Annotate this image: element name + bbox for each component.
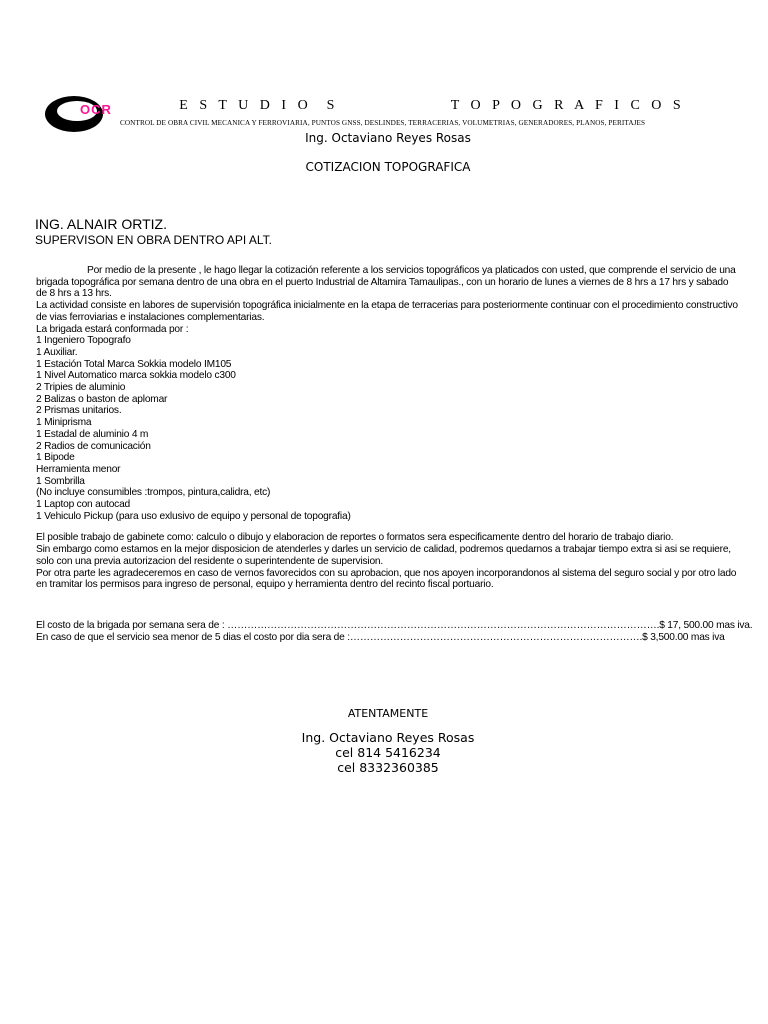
list-item: Herramienta menor: [36, 463, 121, 475]
list-item: 1 Miniprisma: [36, 417, 92, 429]
activity-paragraph: La actividad consiste en labores de supervisión topográfica inicialmente en la etapa de terracerias para posteriormente continuar con el procedimiento constructivo de vias ferroviarias e instalaciones complementarias.: [36, 300, 738, 323]
logo-text: OCR: [80, 102, 112, 117]
company-services: CONTROL DE OBRA CIVIL MECANICA Y FERROVIARIA, PUNTOS GNSS, DESLINDES, TERRACERIAS, VOLUMETRIAS, GENERADORES, PLANOS, PERITAJES: [120, 119, 646, 127]
list-item: 1 Vehiculo Pickup (para uso exlusivo de equipo y personal de topografia): [36, 510, 351, 522]
daily-cost: En caso de que el servicio sea menor de 5 dias el costo por dia sera de :…………………………………………………………………………….$ 3,500.00 mas iva: [36, 631, 725, 643]
signature-block: [0, 731, 768, 775]
signature-name: Ing. Octaviano Reyes Rosas: [301, 730, 475, 745]
list-item: 1 Estadal de aluminio 4 m: [36, 428, 149, 440]
header-engineer-name: Ing. Octaviano Reyes Rosas: [305, 131, 471, 145]
list-item: 2 Radios de comunicación: [36, 440, 151, 452]
recipient-name: ING. ALNAIR ORTIZ.: [35, 216, 167, 232]
list-item: 2 Tripies de aluminio: [36, 382, 126, 394]
intro-paragraph: Por medio de la presente , le hago llegar la cotización referente a los servicios topográficos ya platicados con usted, que comprende el servicio de una brigada topográfica por semana dentro de una obra en el puerto Industrial de Altamira Tamaulipas., con un horario de lunes a viernes de 8 hrs a 17 hrs y sabado de 8 hrs a 13 hrs.: [36, 265, 736, 300]
signature-phone-1: cel 814 5416234: [335, 744, 441, 760]
list-item: 1 Nivel Automatico marca sokkia modelo c300: [36, 370, 236, 382]
thanks-paragraph: Por otra parte les agradeceremos en caso de vernos favorecidos con su aprobacion, que nos apoyen incorporandonos al sistema del seguro social y por otro lado en tramitar los permisos para ingreso de personal, equipo y herramienta dentro del recinto fiscal portuario.: [36, 567, 737, 591]
company-title: E S T U D I O S T O P O G R A F I C O S: [179, 98, 685, 113]
extra-time-paragraph: Sin embargo como estamos en la mejor disposicion de atenderles y darles un servicio de calidad, podremos quedarnos a trabajar tiempo extra si asi se requiere, solo con una previa autorizacion del residente o superintendente de supervision.: [36, 544, 731, 567]
weekly-cost: El costo de la brigada por semana sera de : ………………………………………………………………………………………………………………….$ 17, 500.00 mas iva.: [36, 620, 753, 631]
closing: ATENTAMENTE: [347, 707, 429, 720]
recipient-position: SUPERVISON EN OBRA DENTRO API ALT.: [35, 233, 272, 247]
document-title: COTIZACION TOPOGRAFICA: [305, 160, 471, 174]
list-item: 1 Ingeniero Topografo: [36, 335, 131, 347]
letter-body: [36, 265, 741, 591]
brigade-list: [36, 335, 741, 522]
list-item: 1 Estación Total Marca Sokkia modelo IM105: [36, 358, 232, 370]
list-item: 2 Balizas o baston de aplomar: [36, 393, 168, 405]
list-item: 1 Auxiliar.: [36, 346, 78, 358]
list-item: 1 Laptop con autocad: [36, 499, 130, 511]
list-item: 1 Bipode: [36, 452, 75, 464]
list-item: 2 Prismas unitarios.: [36, 405, 122, 417]
list-item: (No incluye consumibles :trompos, pintura,calidra, etc): [36, 487, 271, 499]
list-item: 1 Sombrilla: [36, 475, 85, 487]
brigade-intro: La brigada estará conformada por :: [36, 323, 189, 335]
signature-phone-2: cel 8332360385: [337, 759, 439, 775]
cost-section: [36, 620, 752, 643]
gabinete-paragraph: El posible trabajo de gabinete como: calculo o dibujo y elaboracion de reportes o formatos sera especificamente dentro del horario de trabajo diario.: [36, 532, 674, 544]
